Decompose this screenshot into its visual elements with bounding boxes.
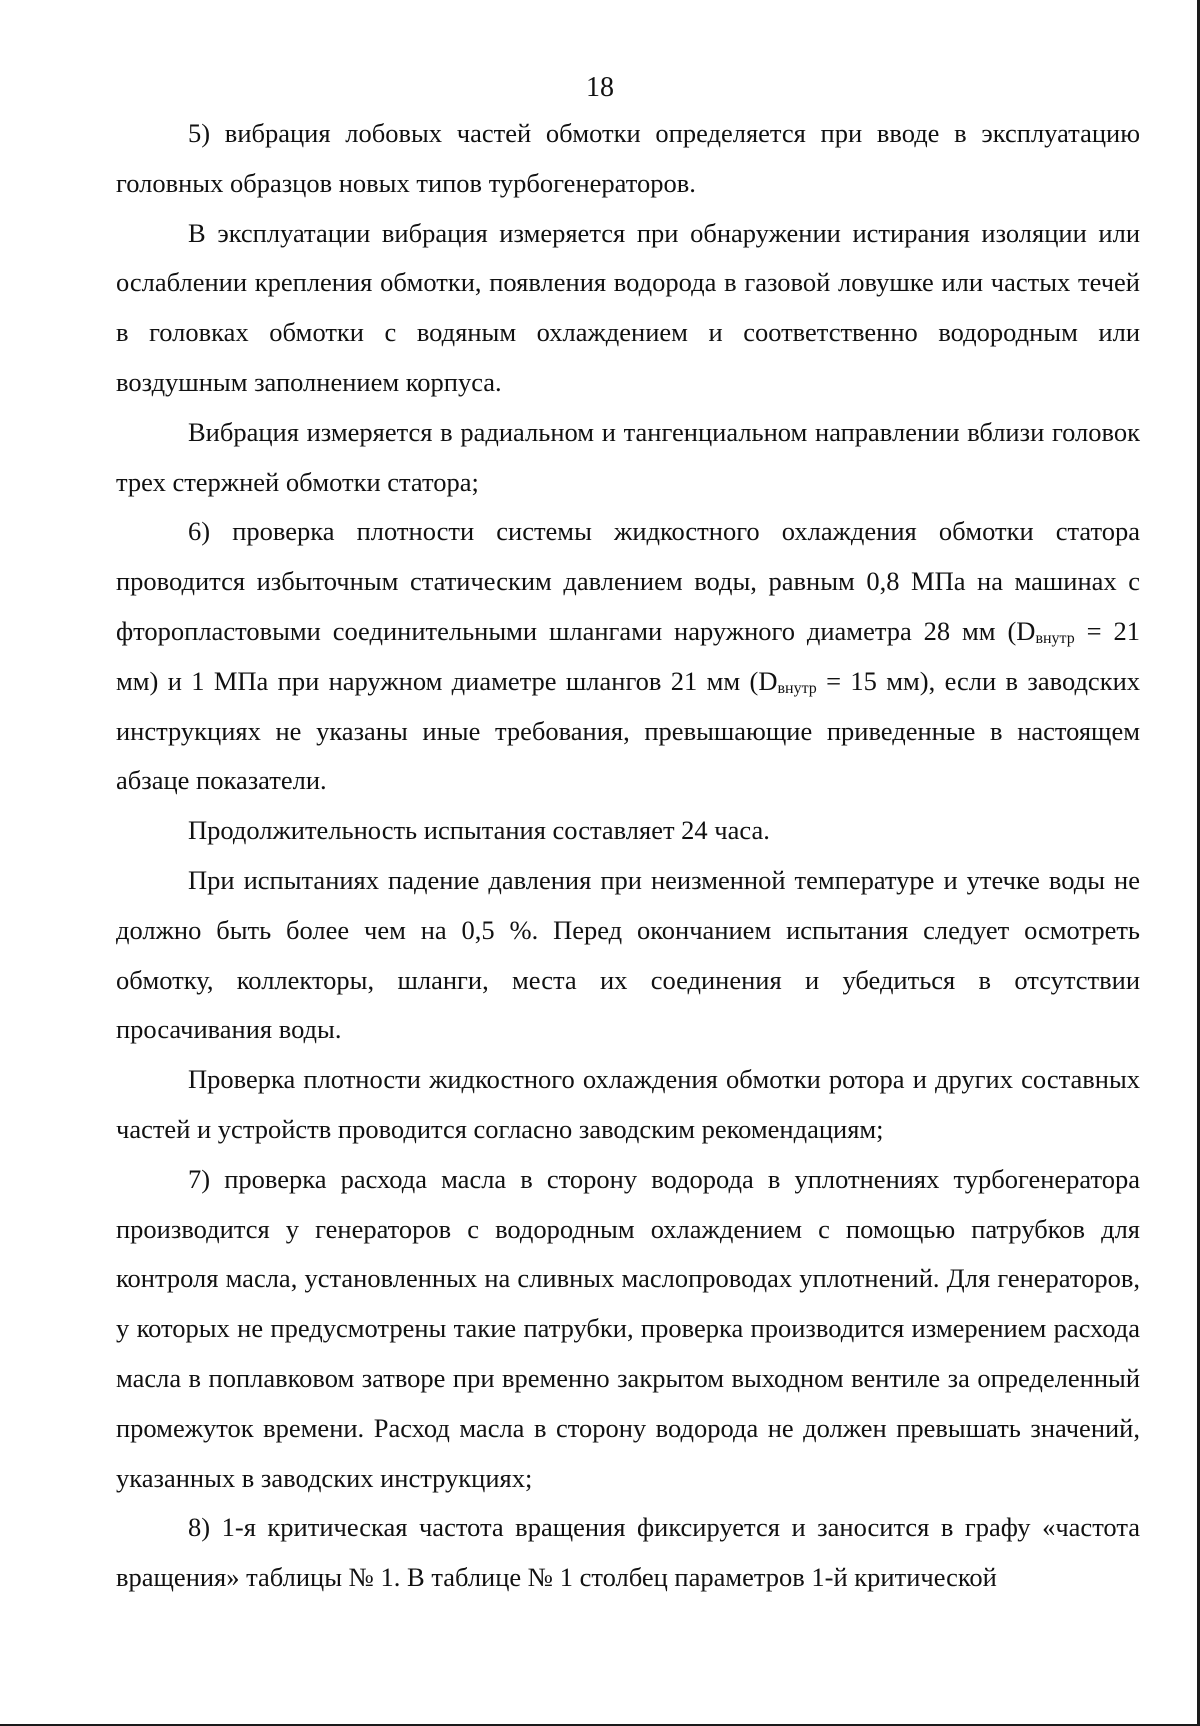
paragraph-vibration-end-parts: 5) вибрация лобовых частей обмотки определяется при вводе в эксплуатацию головных образцов новых типов турбогенераторов. [116,118,1140,198]
text-segment: = 15 мм), если в заводских инструкциях не указаны иные требования, превышающие приведенные в настоящем абзаце показатели. [116,665,1140,796]
paragraph-rotor-cooling: Проверка плотности жидкостного охлаждения обмотки ротора и других составных частей и устройств проводится согласно заводским рекомендациям; [116,1064,1140,1144]
text-segment: 6) проверка плотности системы жидкостного охлаждения обмотки статора проводится избыточным статическим давлением воды, равным 0,8 МПа на машинах с фторопластовыми соединительными шлангами наружного диаметра 28 мм (D [116,516,1140,646]
paragraph-tightness-check [116,507,1140,806]
paragraph-oil-consumption: 7) проверка расхода масла в сторону водорода в уплотнениях турбогенератора производится у генераторов с водородным охлаждением с помощью патрубков для контроля масла, установленных на сливных маслопроводах уплотнений. Для генераторов, у которых не предусмотрены такие патрубки, проверка производится измерением расхода масла в поплавковом затворе при временно закрытом выходном вентиле за определенный промежуток времени. Расход масла в сторону водорода не должен превышать значений, указанных в заводских инструкциях; [116,1163,1140,1493]
body-text [116,109,1140,1603]
subscript: внутр [1035,629,1075,647]
paragraph-vibration-measurement: Вибрация измеряется в радиальном и тангенциальном направлении вблизи головок трех стержней обмотки статора; [116,416,1140,497]
text-segment: = 21 мм) и 1 МПа при наружном диаметре шлангов 21 мм (D [116,615,1140,696]
paragraph-pressure-drop: При испытаниях падение давления при неизменной температуре и утечке воды не должно быть более чем на 0,5 %. Перед окончанием испытания следует осмотреть обмотку, коллекторы, шланги, места их соединения и убедиться в отсутствии просачивания воды. [116,864,1140,1045]
page-number: 18 [586,72,614,103]
paragraph-critical-speed: 8) 1-я критическая частота вращения фиксируется и заносится в графу «частота вращения» таблицы № 1. В таблице № 1 столбец параметров 1-й критической [116,1512,1140,1593]
paragraph-test-duration: Продолжительность испытания составляет 24 часа. [188,815,770,846]
paragraph-vibration-in-operation: В эксплуатации вибрация измеряется при обнаружении истирания изоляции или ослаблении крепления обмотки, появления водорода в газовой ловушке или частых течей в головках обмотки с водяным охлаждением и соответственно водородным или воздушным заполнением корпуса. [116,217,1140,397]
subscript: внутр [777,679,817,697]
